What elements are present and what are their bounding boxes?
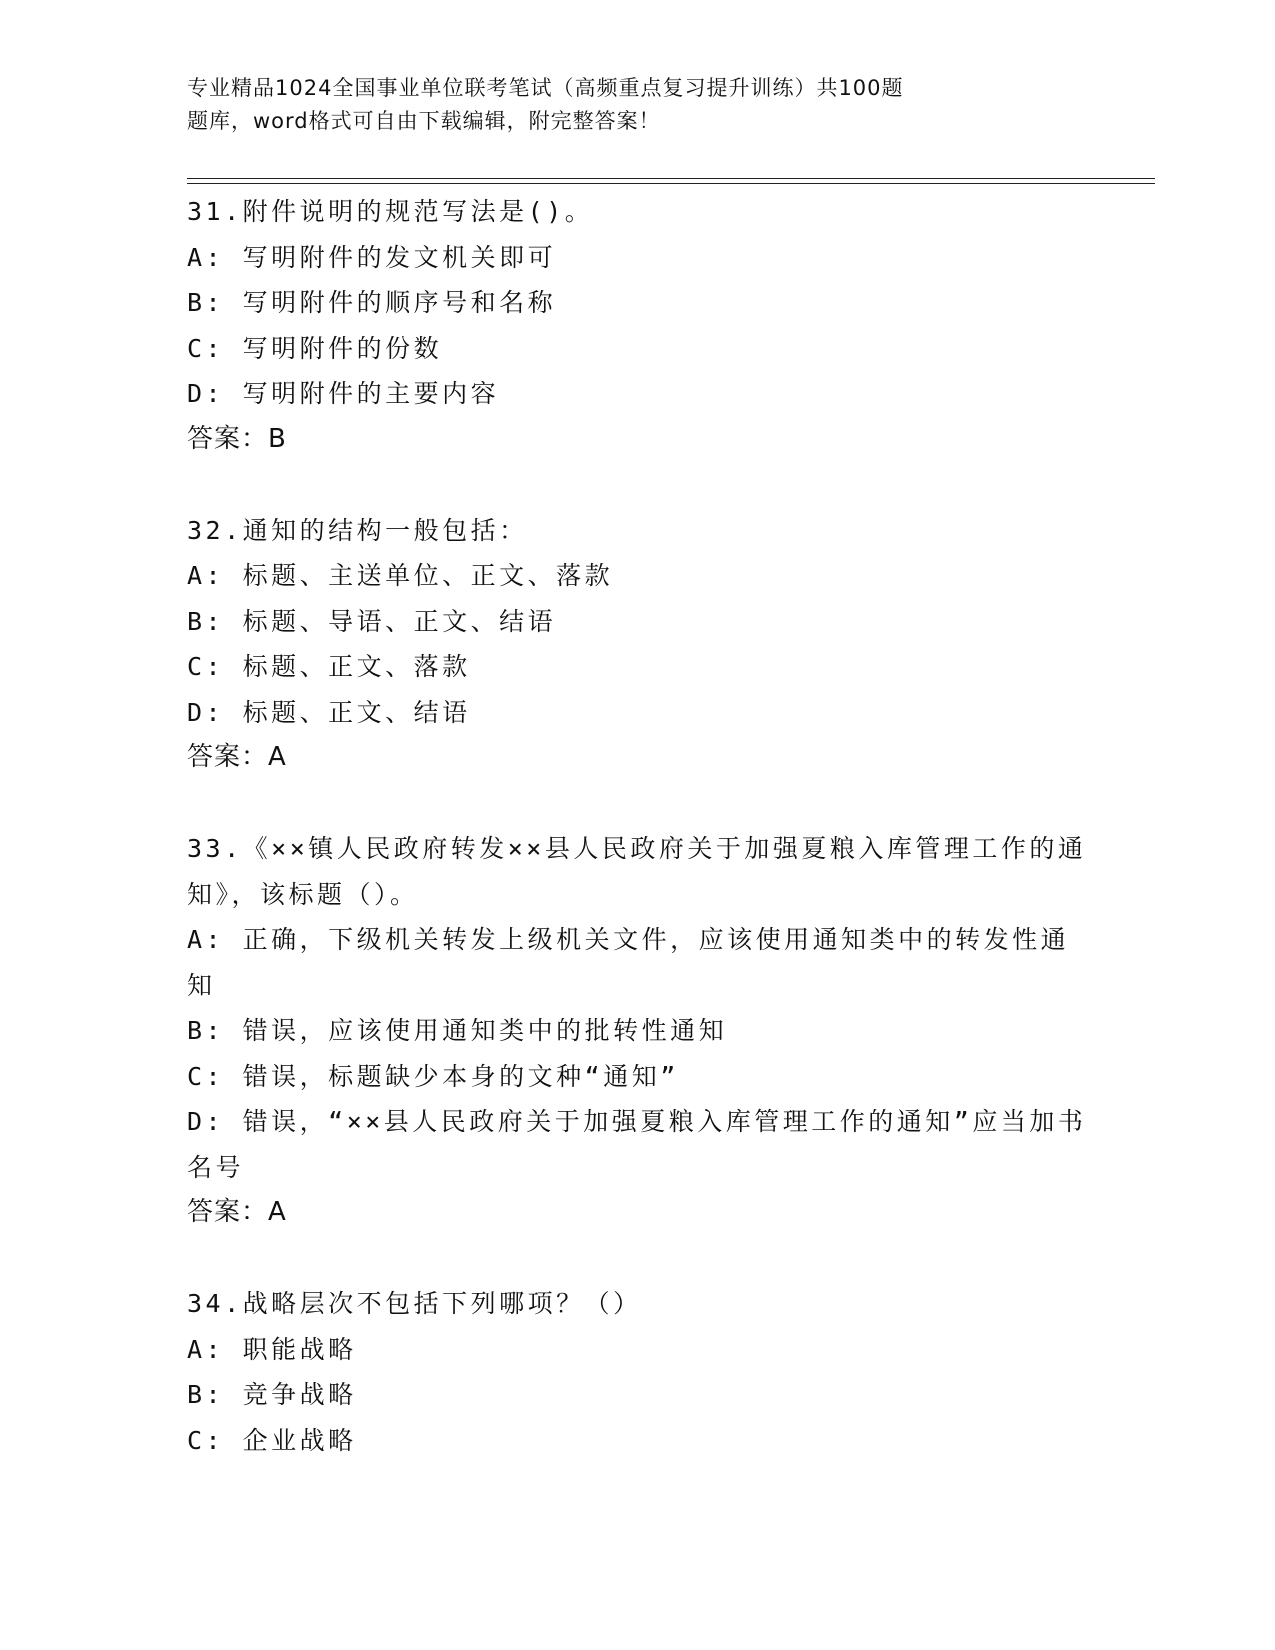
option-d: D: 错误，“××县人民政府关于加强夏粮入库管理工作的通知”应当加书名号 — [187, 1107, 1087, 1182]
question-stem: 31.附件说明的规范写法是()。 — [187, 197, 594, 226]
option-b: B: 错误，应该使用通知类中的批转性通知 — [187, 1016, 728, 1045]
header-divider-bottom — [187, 183, 1155, 184]
option-a: A: 标题、主送单位、正文、落款 — [187, 561, 614, 590]
option-c: C: 企业战略 — [187, 1425, 357, 1455]
question-stem: 32.通知的结构一般包括： — [187, 515, 528, 545]
question-stem: 33.《××镇人民政府转发××县人民政府关于加强夏粮入库管理工作的通知》，该标题（）。 — [187, 834, 1087, 909]
question-list — [187, 189, 1087, 1509]
document-header — [187, 72, 1047, 138]
question-32 — [187, 508, 1087, 781]
option-d: D: 写明附件的主要内容 — [187, 379, 500, 408]
option-c: C: 写明附件的份数 — [187, 333, 443, 363]
option-b: B: 写明附件的顺序号和名称 — [187, 288, 557, 317]
question-34 — [187, 1281, 1087, 1463]
header-divider-top — [187, 178, 1155, 179]
header-line-2: 题库，word格式可自由下载编辑，附完整答案！ — [187, 109, 661, 133]
question-31 — [187, 189, 1087, 462]
option-c: C: 错误，标题缺少本身的文种“通知” — [187, 1061, 679, 1091]
option-b: B: 竞争战略 — [187, 1380, 357, 1409]
answer: 答案：A — [187, 742, 287, 772]
option-a: A: 正确，下级机关转发上级机关文件，应该使用通知类中的转发性通知 — [187, 925, 1070, 1000]
question-33 — [187, 826, 1087, 1236]
option-b: B: 标题、导语、正文、结语 — [187, 606, 557, 636]
option-d: D: 标题、正文、结语 — [187, 697, 471, 727]
header-line-1: 专业精品1024全国事业单位联考笔试（高频重点复习提升训练）共100题 — [187, 76, 904, 100]
question-stem: 34.战略层次不包括下列哪项？（） — [187, 1289, 642, 1318]
option-c: C: 标题、正文、落款 — [187, 652, 471, 681]
option-a: A: 职能战略 — [187, 1334, 357, 1364]
answer: 答案：B — [187, 423, 287, 454]
answer: 答案：A — [187, 1197, 287, 1227]
option-a: A: 写明附件的发文机关即可 — [187, 242, 557, 272]
